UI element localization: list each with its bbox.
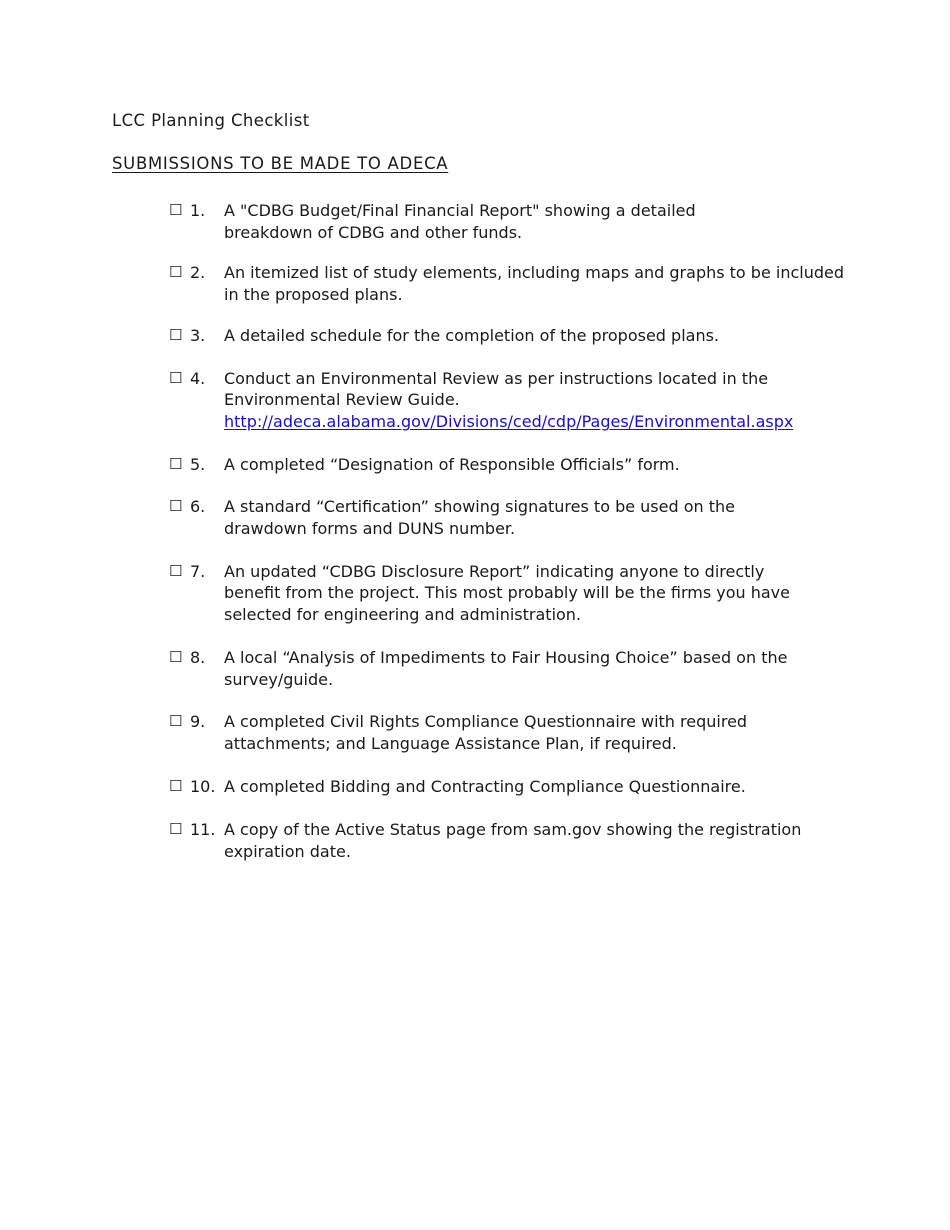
document-title: LCC Planning Checklist [112, 111, 310, 130]
item-text-line: An updated “CDBG Disclosure Report” indicating anyone to directly [224, 561, 765, 581]
checkbox-icon[interactable]: ☐ [169, 263, 183, 282]
checkbox-icon[interactable]: ☐ [169, 201, 183, 219]
item-text-line: A completed Civil Rights Compliance Questionnaire with required [224, 712, 748, 732]
item-number: 2. [190, 263, 206, 283]
item-text-line: benefit from the project. This most probably will be the firms you have [224, 583, 790, 603]
item-text-line: expiration date. [224, 842, 351, 862]
checklist-item [169, 776, 849, 798]
item-number: 5. [190, 454, 206, 474]
item-text-line: attachments; and Language Assistance Plan, if required. [224, 733, 677, 753]
item-number: 9. [190, 712, 206, 732]
checklist-item [169, 368, 849, 433]
checkbox-icon[interactable]: ☐ [169, 820, 183, 839]
checklist-item [169, 262, 849, 305]
item-number: 4. [190, 368, 206, 388]
checklist-item [169, 454, 849, 476]
item-number: 1. [190, 201, 206, 220]
item-text-line: An itemized list of study elements, including maps and graphs to be included [224, 263, 845, 283]
item-text-line: A detailed schedule for the completion of the proposed plans. [224, 325, 720, 345]
item-text-line: Environmental Review Guide. [224, 390, 460, 410]
item-number: 6. [190, 497, 206, 517]
item-number: 3. [190, 325, 206, 345]
checkbox-icon[interactable]: ☐ [169, 497, 183, 516]
submission-checklist [169, 200, 849, 863]
checklist-item [169, 496, 849, 539]
checklist-item [169, 711, 849, 754]
item-number: 10. [190, 776, 216, 796]
checkbox-icon[interactable]: ☐ [169, 561, 183, 580]
checklist-item [169, 819, 849, 862]
checkbox-icon[interactable]: ☐ [169, 368, 183, 387]
item-text-line: drawdown forms and DUNS number. [224, 519, 516, 539]
item-number: 7. [190, 561, 206, 581]
item-text-line: A copy of the Active Status page from sam.gov showing the registration [224, 820, 802, 840]
checkbox-icon[interactable]: ☐ [169, 776, 183, 795]
item-text-line: A "CDBG Budget/Final Financial Report" showing a detailed [224, 201, 696, 220]
item-text-line: in the proposed plans. [224, 285, 403, 305]
item-text-line: breakdown of CDBG and other funds. [224, 222, 523, 242]
item-number: 11. [190, 820, 216, 840]
checkbox-icon[interactable]: ☐ [169, 647, 183, 666]
checklist-item [169, 200, 849, 243]
checkbox-icon[interactable]: ☐ [169, 325, 183, 344]
checklist-item [169, 561, 849, 626]
item-text-line: Conduct an Environmental Review as per instructions located in the [224, 368, 769, 388]
item-text-line: selected for engineering and administration. [224, 605, 582, 625]
item-text-line: A completed “Designation of Responsible Officials” form. [224, 454, 680, 474]
checklist-item [169, 325, 849, 347]
environmental-guide-link[interactable]: http://adeca.alabama.gov/Divisions/ced/cdp/Pages/Environmental.aspx [224, 411, 794, 431]
section-heading: SUBMISSIONS TO BE MADE TO ADECA [112, 154, 449, 173]
checkbox-icon[interactable]: ☐ [169, 712, 183, 731]
item-text-line: A standard “Certification” showing signatures to be used on the [224, 497, 735, 517]
item-text-line: survey/guide. [224, 669, 334, 689]
item-text-line: A completed Bidding and Contracting Compliance Questionnaire. [224, 776, 746, 796]
item-text-line: A local “Analysis of Impediments to Fair Housing Choice” based on the [224, 647, 788, 667]
checkbox-icon[interactable]: ☐ [169, 454, 183, 473]
item-number: 8. [190, 647, 206, 667]
checklist-item [169, 647, 849, 690]
